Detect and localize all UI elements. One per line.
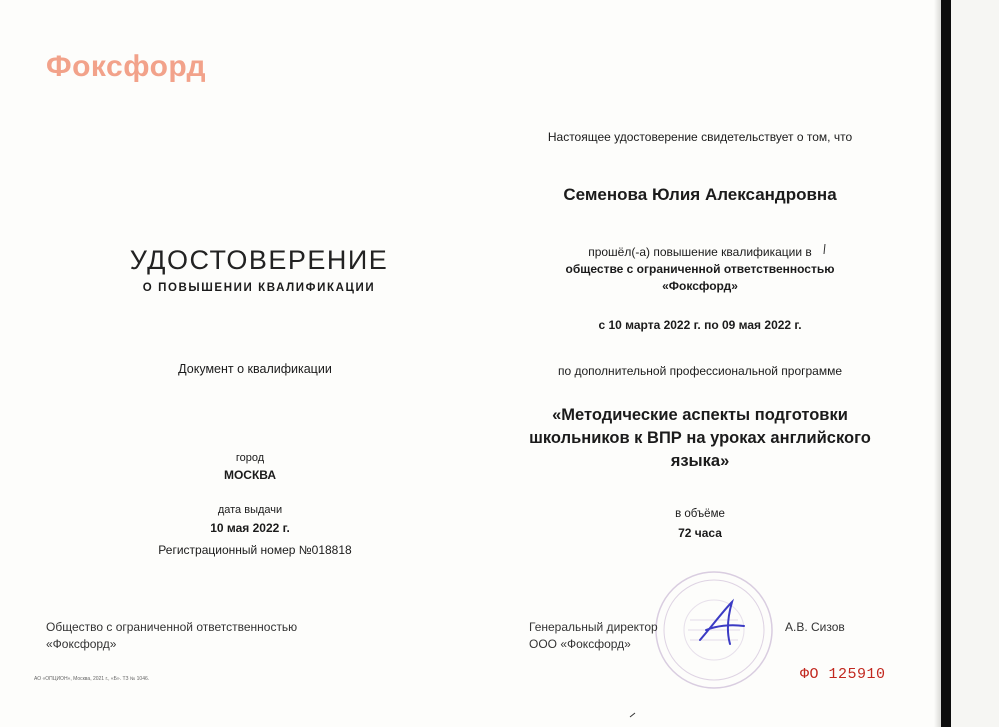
program-intro: по дополнительной профессиональной программе — [557, 364, 843, 378]
issue-date-value: 10 мая 2022 г. — [210, 521, 290, 535]
company-name: «Фоксфорд» — [662, 279, 738, 293]
document-title: УДОСТОВЕРЕНИЕ — [129, 245, 389, 275]
signatory-name: А.В. Сизов — [785, 620, 845, 634]
director-signature-icon — [690, 596, 750, 652]
signatory-title-line2: ООО «Фоксфорд» — [529, 637, 631, 651]
printer-note: АО «ОПЦИОН», Москва, 2021 г., «Б». ТЗ № 1046. — [34, 676, 150, 682]
issue-date-label: дата выдачи — [217, 504, 283, 516]
document-kind: Документ о квалификации — [178, 362, 332, 376]
training-period: с 10 марта 2022 г. по 09 мая 2022 г. — [598, 318, 802, 332]
city-label: город — [235, 452, 265, 464]
organization-name-line1: Общество с ограниченной ответственностью — [46, 620, 298, 634]
serial-number: ФО 125910 — [800, 666, 886, 683]
passed-text: прошёл(-а) повышение квалификации в — [588, 245, 812, 259]
organization-name-line2: «Фоксфорд» — [46, 637, 117, 651]
program-title: «Методические аспекты подготовки школьников к ВПР на уроках английского языка» — [529, 406, 871, 470]
recipient-name: Семенова Юлия Александровна — [563, 185, 837, 204]
signatory-title-line1: Генеральный директор — [529, 620, 658, 634]
page-right-edge — [951, 0, 999, 727]
ink-mark-icon — [629, 712, 636, 718]
volume-value: 72 часа — [678, 526, 722, 540]
company-text: обществе с ограниченной ответственностью — [565, 262, 835, 276]
city-value: МОСКВА — [223, 468, 277, 482]
volume-label: в объёме — [675, 508, 725, 520]
document-subtitle: О ПОВЫШЕНИИ КВАЛИФИКАЦИИ — [142, 282, 376, 294]
registration-number: Регистрационный номер №018818 — [158, 543, 352, 557]
brand-logo: Фоксфорд — [46, 50, 207, 83]
ink-mark-icon — [823, 244, 826, 254]
binding-shadow — [934, 0, 941, 727]
binding-strip — [941, 0, 951, 727]
certificate-intro: Настоящее удостоверение свидетельствует о том, что — [547, 130, 853, 144]
